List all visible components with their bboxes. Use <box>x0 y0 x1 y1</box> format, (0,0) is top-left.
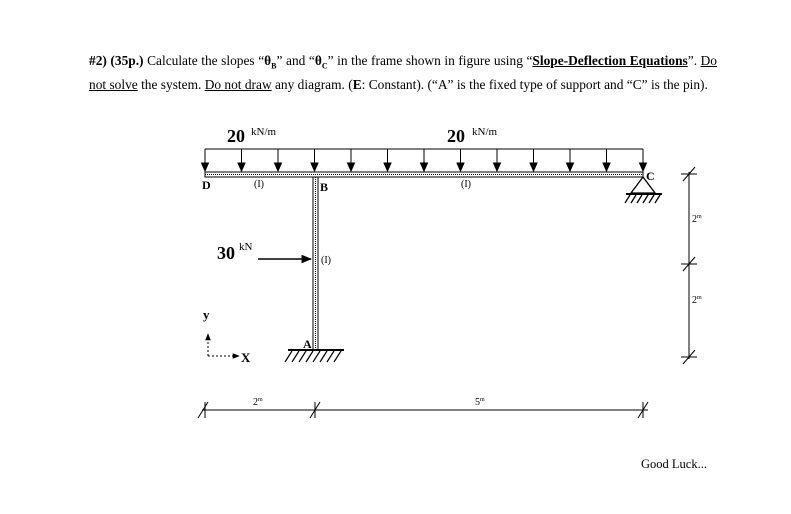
load-right-value: 20 <box>447 126 465 146</box>
coordinate-axes <box>208 334 239 356</box>
vertical-dimension <box>681 167 697 364</box>
load-arrow-head <box>311 163 318 171</box>
inertia-ab-label: (I) <box>321 255 331 266</box>
load-arrows <box>202 149 647 171</box>
load-arrow-head <box>202 163 209 171</box>
problem-text-7: : Constant). (“A” is the fixed type of support and “C” is the pin). <box>361 76 708 92</box>
load-arrow-head <box>384 163 391 171</box>
point-load-value: 30 <box>217 243 235 263</box>
axis-x-label: X <box>241 350 251 365</box>
theta-c-symbol: θ <box>314 53 322 68</box>
problem-text-6: any diagram. ( <box>271 76 353 92</box>
dim-upper-label: 2$^m$ <box>692 214 702 225</box>
load-arrow-head <box>348 163 355 171</box>
column-ab <box>313 177 318 350</box>
pin-support-c <box>625 177 662 203</box>
fixed-support-a <box>285 350 344 362</box>
distributed-load <box>202 149 647 171</box>
node-b-label: B <box>320 180 329 194</box>
dim-db-label: 2$^m$ <box>253 397 263 408</box>
do-not-solve: Do not solve <box>89 53 717 92</box>
load-arrow-head <box>421 163 428 171</box>
inertia-db-label: (I) <box>254 179 264 190</box>
point-load-unit: kN <box>239 241 253 253</box>
load-arrow-head <box>494 163 501 171</box>
problem-text-3: ” in the frame shown in figure using “ <box>327 53 533 68</box>
method-name: Slope-Deflection Equations <box>532 53 688 68</box>
node-d-label: D <box>202 178 211 192</box>
problem-text-4: ”. <box>687 53 701 68</box>
dim-bc-label: 5$^m$ <box>475 397 485 408</box>
load-right-unit: kN/m <box>472 126 498 138</box>
load-arrow-head <box>567 163 574 171</box>
load-arrow-head <box>238 163 245 171</box>
problem-number: #2) (35p.) <box>89 53 144 68</box>
axis-y-label: y <box>203 307 210 322</box>
load-arrow-head <box>457 163 464 171</box>
load-arrow-head <box>603 163 610 171</box>
theta-b-symbol: θ <box>264 53 272 68</box>
do-not-draw: Do not draw <box>204 76 272 92</box>
load-arrow-head <box>275 163 282 171</box>
theta-c-subscript: C <box>321 61 328 71</box>
dim-lower-label: 2$^m$ <box>692 295 702 306</box>
load-left-unit: kN/m <box>251 126 277 138</box>
beam-dbc <box>205 172 643 177</box>
load-arrow-head <box>530 163 537 171</box>
theta-b-subscript: B <box>271 61 277 71</box>
node-a-label: A <box>303 337 312 351</box>
load-left-value: 20 <box>227 126 245 146</box>
problem-text-1: Calculate the slopes “ <box>143 53 265 68</box>
modulus-e: E <box>352 76 362 92</box>
closing-text: Good Luck... <box>641 457 707 471</box>
problem-text-5: the system. <box>137 76 205 92</box>
node-c-label: C <box>646 169 655 183</box>
problem-text-2: ” and “ <box>276 53 315 68</box>
horizontal-dimension <box>198 402 648 418</box>
inertia-bc-label: (I) <box>461 179 471 190</box>
